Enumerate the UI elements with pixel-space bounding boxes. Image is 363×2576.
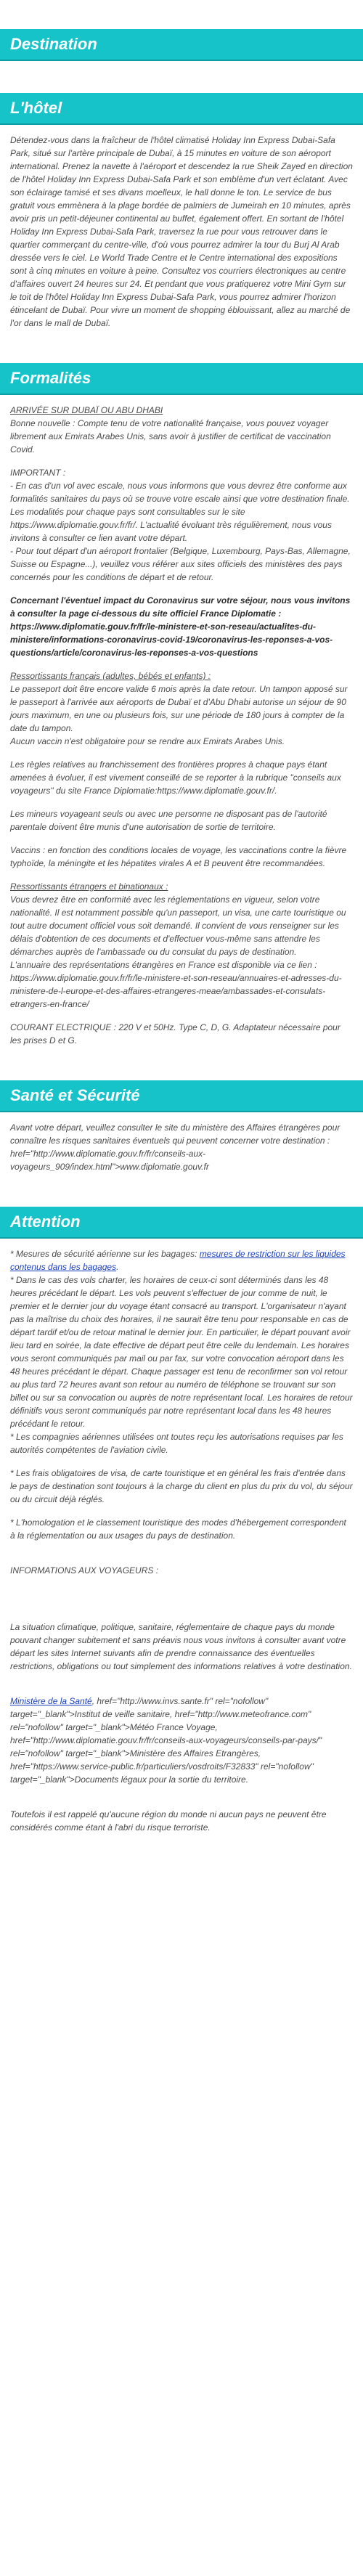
- terrorisme-text: Toutefois il est rappelé qu'aucune région du monde ni aucun pays ne peuvent être considérés comme étant à l'abri du risque terroriste.: [10, 1809, 327, 1833]
- spacer: [0, 76, 363, 93]
- important-line: - En cas d'un vol avec escale, nous vous informons que vous devrez être conforme aux formalités sanitaires du pays où se trouve votre escale ainsi que votre destination finale.: [10, 481, 350, 504]
- ressortissants-vaccine: Aucun vaccin n'est obligatoire pour se rendre aux Emirats Arabes Unis.: [10, 736, 285, 746]
- attention-body: [0, 1247, 363, 1834]
- important-line: - Pour tout départ d'un aéroport frontalier (Belgique, Luxembourg, Pays-Bas, Allemagne, Suisse ou Espagne...), veuillez vous référer aux sites officiels des ministères des pays concernés pour les conditions de départ et de retour.: [10, 546, 351, 582]
- important-heading: IMPORTANT :: [10, 468, 66, 478]
- bagages-link[interactable]: mesures de restriction sur les liquides contenus dans les bagages: [10, 1249, 346, 1272]
- attention-section: [0, 1207, 363, 1834]
- ministere-link[interactable]: Ministère de la Santé: [10, 1696, 92, 1706]
- hotel-title: L'hôtel: [10, 99, 62, 117]
- courant-text: COURANT ELECTRIQUE : 220 V et 50Hz. Type C, D, G. Adaptateur nécessaire pour les prises D et G.: [10, 1022, 340, 1046]
- classement-text: * L'homologation et le classement touristique des modes d'hébergement correspondent à la réglementation ou aux usages du pays de destination.: [10, 1517, 346, 1541]
- ressortissants-block: [10, 669, 353, 748]
- important-line: Les modalités pour chaque pays sont consultables sur le site https://www.diplomatie.gouv.fr/fr/. L'actualité évoluant très régulièrement, nous vous invitons à consulter ce lien avant votre départ.: [10, 507, 332, 543]
- formalites-header: [0, 363, 363, 394]
- compagnies-text: * Les compagnies aériennes utilisées ont toutes reçu les autorisations requises par les autorités compétentes de l'aviation civile.: [10, 1432, 343, 1455]
- binationaux-block: [10, 880, 353, 1011]
- formalites-title: Formalités: [10, 369, 91, 387]
- arrival-heading: ARRIVÉE SUR DUBAÏ OU ABU DHABI: [10, 405, 163, 415]
- binationaux-text: Vous devrez être en conformité avec les réglementations en vigueur, selon votre nationalité. Il est notamment possible qu'un passeport, un visa, une carte touristique ou tout autre document officiel vous soit demandé. Il convient de vous renseigner sur les délais d'obtention de ces documents et d'effectuer vous-même sans attendre les démarches auprès de l'ambassade ou du consulat du pays de destination.: [10, 894, 346, 957]
- binationaux-heading: Ressortissants étrangers et binationaux :: [10, 881, 168, 892]
- bagages-prefix: * Mesures de sécurité aérienne sur les bagages:: [10, 1249, 200, 1259]
- sante-title: Santé et Sécurité: [10, 1086, 140, 1104]
- ministere-rest: , href="http://www.invs.sante.fr" rel="nofollow" target="_blank">Institut de veille sanitaire, href="http://www.meteofrance.com" rel="nofollow" target="_blank">Météo France Voyage, href="http://www.diplomatie.gouv.fr/fr/conseils-aux-voyageurs/conseils-par-pays/" rel="nofollow" target="_blank">Ministère des Affaires Etrangères, href="https://www.service-public.fr/particuliers/vosdroits/F32833" rel="nofollow" target="_blank">Documents légaux pour la sortie du territoire.: [10, 1696, 322, 1785]
- important-block: [10, 466, 353, 584]
- hotel-body: [0, 134, 363, 330]
- top-spacer: [0, 0, 363, 29]
- ressortissants-heading: Ressortissants français (adultes, bébés et enfants) :: [10, 671, 211, 681]
- situation-text: La situation climatique, politique, sanitaire, réglementaire de chaque pays du monde pouvant changer subitement et sans préavis nous vous invitons à consulter avant votre départ les sites Internet suivants afin de prendre connaissance des éventuelles restrictions, obligations ou tout simplement des informations relatives à votre destination.: [10, 1622, 352, 1671]
- bagages-suffix: .: [116, 1262, 119, 1272]
- charters-text: * Dans le cas des vols charter, les horaires de ceux-ci sont déterminés dans les 48 heures précédant le départ. Les vols peuvent s'effectuer de jour comme de nuit, le premier et le dernier jour du voyage étant consacré au transport. L'organisateur n'ayant pas la maîtrise du choix des horaires, il ne saurait être tenu pour responsable en cas de départ tardif et/ou de retour matinal le dernier jour. En particulier, le départ pouvant avoir lieu tard en soirée, la date effective de départ peut être celle du lendemain. Les horaires vous seront communiqués par mail ou par fax, sur votre convocation aéroport dans les 48 heures précédant le départ. Chaque passager est tenu de reconfirmer son vol retour au plus tard 72 heures avant son retour au numéro de téléphone se trouvant sur son billet ou sur sa convocation ou auprès de notre représentant local. Les horaires de retour définitifs vous seront communiqués par notre représentant local dans les 48 heures précédant le retour.: [10, 1275, 353, 1429]
- sante-text: Avant votre départ, veuillez consulter le site du ministère des Affaires étrangères pour connaître les risques sanitaires éventuels qui peuvent concerner votre destination : href="http://www.diplomatie.gouv.fr/fr/conseils-aux-voyageurs_909/index.html">www.diplomatie.gouv.fr: [10, 1122, 340, 1172]
- formalites-section: [0, 363, 363, 1047]
- covid-notice: Concernant l'éventuel impact du Coronavirus sur votre séjour, nous vous invitons à consulter la page ci-dessous du site officiel France Diplomatie : https://www.diplomatie.gouv.fr/fr/le-ministere-et-son-reseau/actualites-du-ministere/informations-coronavirus-covid-19/coronavirus-les-reponses-a-vos-questions/article/coronavirus-les-reponses-a-vos-questions: [10, 595, 351, 658]
- vaccins-text: Vaccins : en fonction des conditions locales de voyage, les vaccinations contre la fièvre typhoïde, la méningite et les hépatites virales A et B peuvent être recommandées.: [10, 845, 347, 868]
- destination-title: Destination: [10, 35, 97, 53]
- infos-heading: INFORMATIONS AUX VOYAGEURS :: [10, 1565, 159, 1576]
- spacer: [0, 346, 363, 363]
- bagages-block: [10, 1247, 353, 1456]
- frontieres-text: Les règles relatives au franchissement des frontières propres à chaque pays étant amenées à évoluer, il est vivement conseillé de se reporter à la rubrique "conseils aux voyageurs" du site France Diplomatie:https://www.diplomatie.gouv.fr/.: [10, 759, 341, 796]
- arrival-text: Bonne nouvelle : Compte tenu de votre nationalité française, vous pouvez voyager librement aux Emirats Arabes Unis, sans avoir à justifier de certificat de vaccination Covid.: [10, 418, 331, 455]
- ministere-block: [10, 1695, 353, 1786]
- sante-body: [0, 1121, 363, 1173]
- attention-header: [0, 1207, 363, 1237]
- sante-header: [0, 1080, 363, 1111]
- binationaux-list: L'annuaire des représentations étrangères en France est disponible via ce lien : https://www.diplomatie.gouv.fr/fr/le-ministere-et-son-reseau/annuaires-et-adresses-du-ministere-de-l-europe-et-des-affaires-etrangeres-meae/ambassades-et-consulats-etrangers-en-france/: [10, 960, 342, 1009]
- hotel-description: Détendez-vous dans la fraîcheur de l'hôtel climatisé Holiday Inn Express Dubai-Safa Park, situé sur l'artère principale de Dubaï, à 15 minutes en voiture de son aéroport international. Prenez la navette à l'aéroport et descendez la rue Sheik Zayed en direction de l'hôtel Holiday Inn Express Dubai-Safa Park et son emblème d'un vert éclatant. Avec son éclairage tamisé et ses divans moelleux, le hall donne le ton. Le service de bus gratuit vous emmènera à la plage bordée de palmiers de Jumeirah en 10 minutes, après avoir pris un petit-déjeuner continental au buffet, également offert. En sortant de l'hôtel Holiday Inn Express Dubai-Safa Park, traversez la rue pour vous retrouver dans le quartier commerçant du centre-ville, d'où vous pourrez admirer la tour du Burj Al Arab dressée vers le ciel. Le World Trade Centre et le Centre international des expositions sont à cinq minutes en voiture à peine. Consultez vos courriers électroniques au centre d'affaires ouvert 24 heures sur 24. Et pendant que vous pratiquerez votre Mini Gym sur le toit de l'hôtel Holiday Inn Express Dubai-Safa Park, vous pourrez admirer l'horizon étincelant de Dubaï. Pour vivre un moment de shopping éblouissant, allez au marché de l'or dans le mall de Dubaï.: [10, 135, 353, 328]
- ressortissants-text: Le passeport doit être encore valide 6 mois après la date retour. Un tampon apposé sur le passeport à l'arrivée aux aéroports de Dubaï et d'Abu Dhabi autorise un séjour de 90 jours maximum, en une ou plusieurs fois, sur une période de 180 jours à compter de la date du tampon.: [10, 684, 348, 733]
- hotel-header: [0, 93, 363, 123]
- hotel-section: [0, 93, 363, 330]
- spacer: [0, 1189, 363, 1207]
- destination-header: [0, 29, 363, 60]
- attention-title: Attention: [10, 1212, 81, 1231]
- formalites-body: [0, 404, 363, 1047]
- mineurs-text: Les mineurs voyageant seuls ou avec une personne ne disposant pas de l'autorité parentale doivent être munis d'une autorisation de sortie de territoire.: [10, 809, 327, 832]
- destination-section: [0, 29, 363, 60]
- sante-section: [0, 1080, 363, 1173]
- arrival-block: [10, 404, 353, 456]
- frais-text: * Les frais obligatoires de visa, de carte touristique et en général les frais d'entrée dans le pays de destination sont toujours à la charge du client en plus du prix du vol, du séjour ou du circuit déjà réglés.: [10, 1468, 353, 1504]
- spacer: [0, 1063, 363, 1080]
